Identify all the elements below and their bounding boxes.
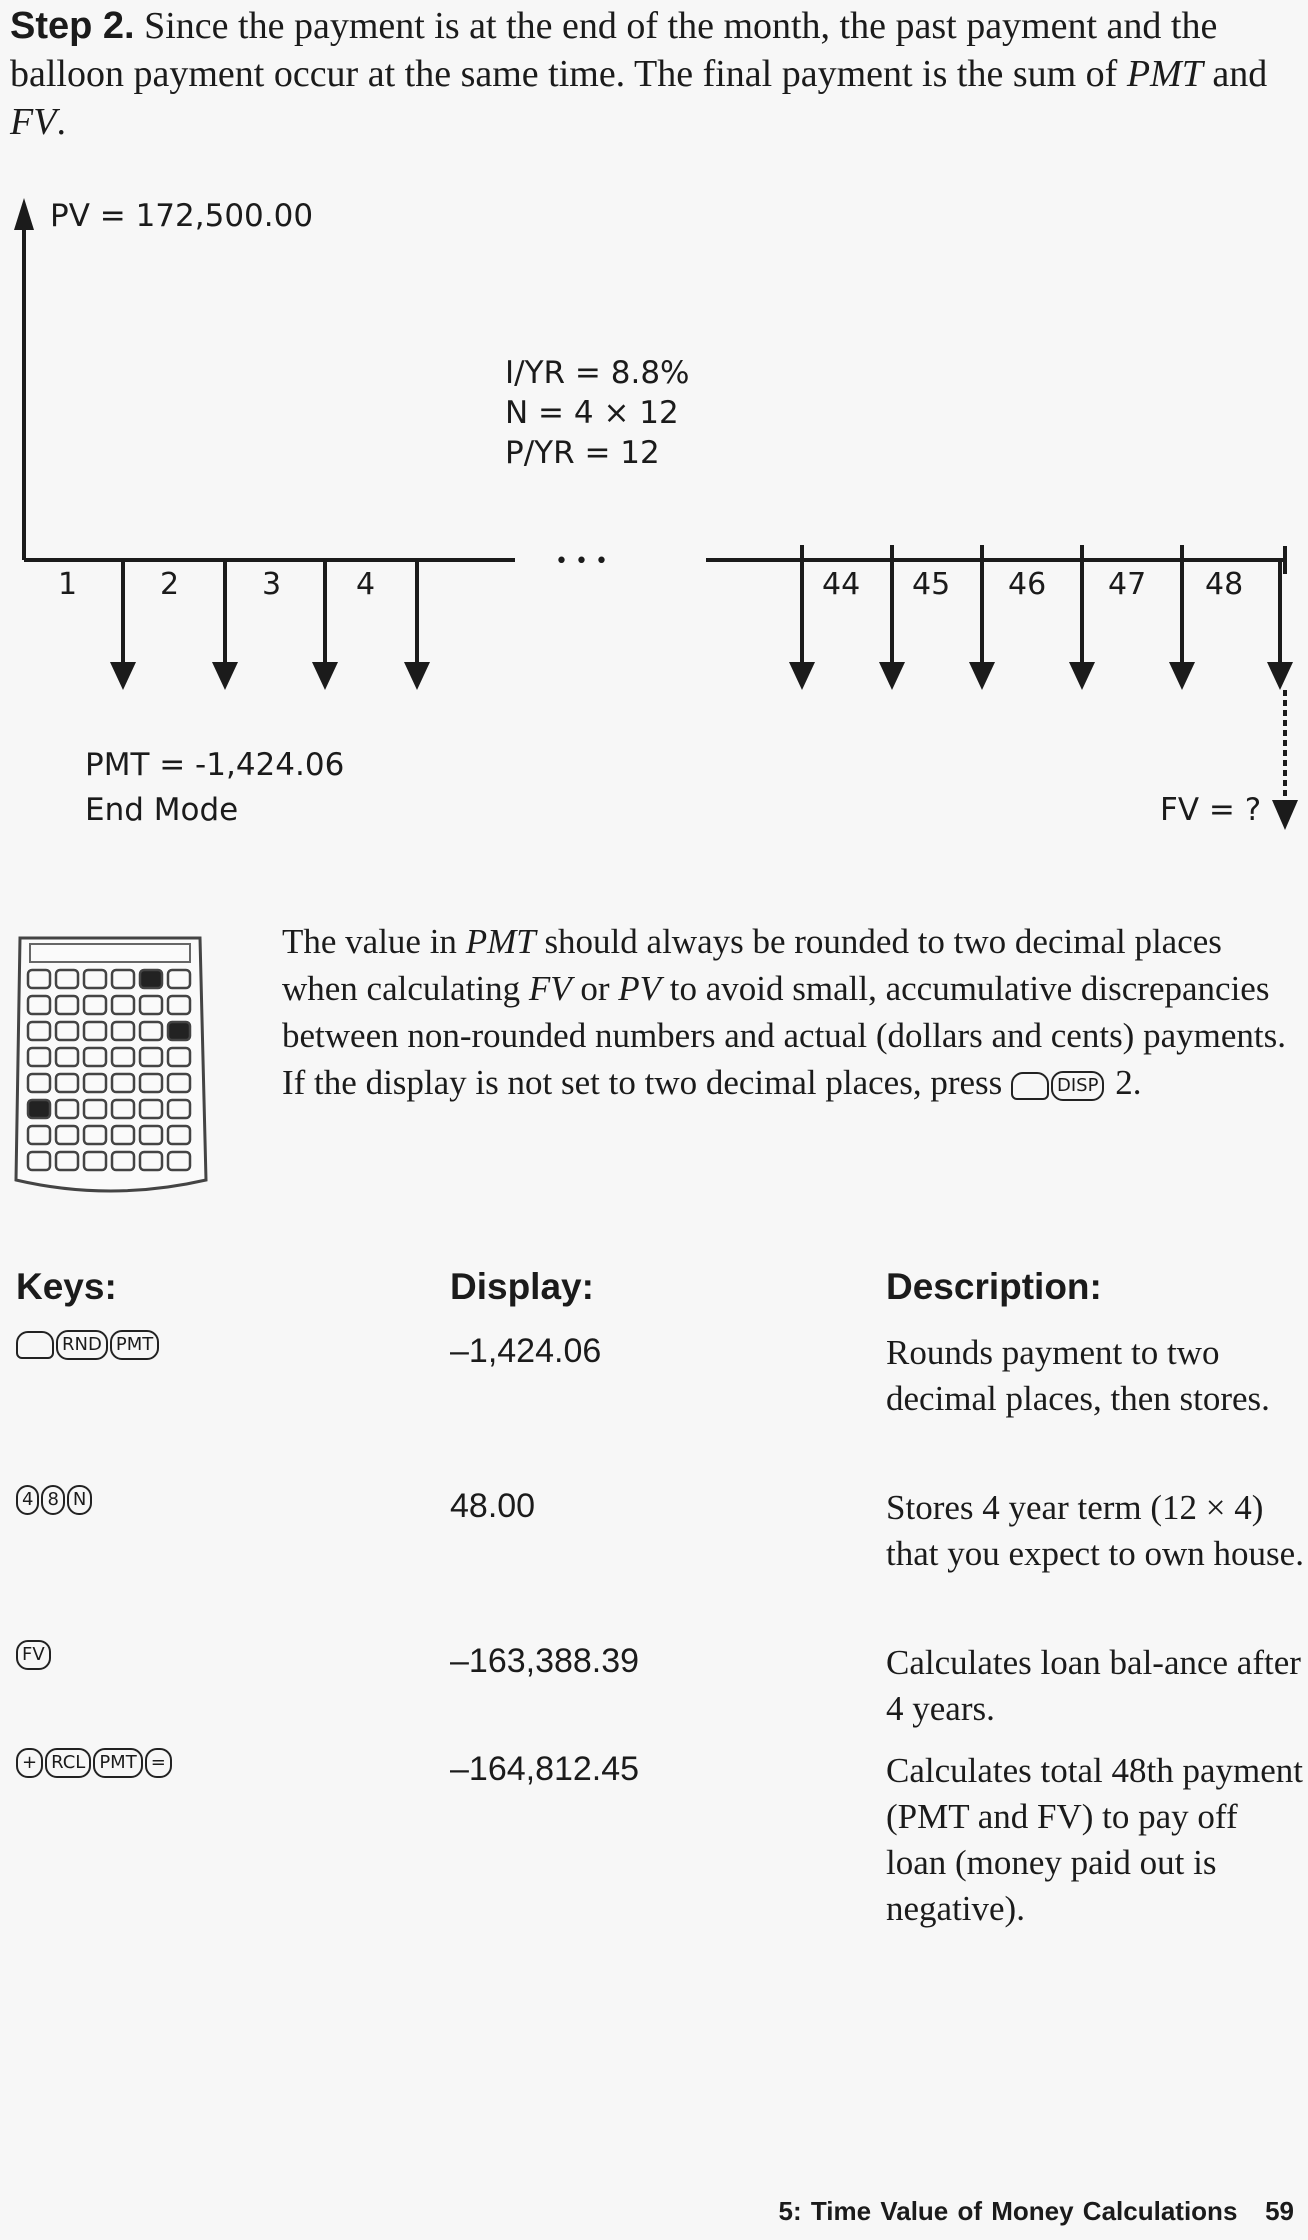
calculator-icon [10,930,210,1200]
chapter-title: 5: Time Value of Money Calculations [778,2196,1238,2226]
equals-key: = [145,1748,172,1778]
payment-arrowhead-4 [404,662,430,690]
rcl-key: RCL [45,1748,91,1778]
pmt-label: PMT = -1,424.06 [85,747,345,783]
rate-line-2: N = 4 × 12 [505,395,679,431]
fv-label: FV = ? [1160,792,1262,828]
fv-key: FV [16,1640,51,1670]
row-description: Stores 4 year term (12 × 4) that you expect to own house. [886,1488,1304,1573]
payment-arrowhead-45 [879,662,905,690]
payment-arrowhead-46 [969,662,995,690]
disp-key: DISP [1051,1071,1104,1101]
note-fv-term: FV [528,969,572,1008]
period-label-47: 47 [1108,567,1147,602]
rate-line-3: P/YR = 12 [505,435,660,471]
period-label-4: 4 [356,567,376,602]
period-label-3: 3 [262,567,282,602]
digit-8-key: 8 [41,1485,64,1515]
payment-arrowhead-3 [312,662,338,690]
period-label-1: 1 [58,567,78,602]
row-description: Calculates loan bal-ance after 4 years. [886,1643,1301,1728]
shift-key-icon [1011,1072,1049,1100]
period-label-45: 45 [912,567,951,602]
payment-arrowhead-48 [1169,662,1195,690]
pmt-key: PMT [110,1330,159,1360]
plus-key: + [16,1748,43,1778]
fv-term: FV [10,101,57,143]
row-description: Calculates total 48th payment (PMT and FV) to pay off loan (money paid out is negative). [886,1751,1303,1928]
cash-flow-diagram [0,190,1308,850]
rate-line-1: I/YR = 8.8% [505,355,690,391]
mode-label: End Mode [85,792,239,828]
pv-label: PV = 172,500.00 [50,198,314,234]
payment-arrowhead-47 [1069,662,1095,690]
keystroke-sequence [16,1748,174,1778]
step-text-3: . [56,101,66,143]
n-key: N [67,1485,92,1515]
pmt-key: PMT [93,1748,142,1778]
page-number: 59 [1265,2196,1294,2226]
keys-header: Keys: [16,1266,117,1307]
step-paragraph [10,2,1300,146]
keystroke-sequence [16,1485,94,1515]
note-pv-term: PV [618,969,662,1008]
description-header: Description: [886,1266,1102,1307]
display-value: 48.00 [450,1487,536,1525]
shift-key-icon [16,1331,54,1359]
display-value: –164,812.45 [450,1750,640,1788]
period-label-46: 46 [1008,567,1047,602]
display-header: Display: [450,1266,594,1307]
period-label-44: 44 [822,567,861,602]
payment-arrowhead-2 [212,662,238,690]
keystroke-sequence [16,1640,53,1670]
display-value: –1,424.06 [450,1332,602,1370]
note-text-2: should always be rounded to two decimal places when calculating [282,922,1222,1008]
display-value: –163,388.39 [450,1642,640,1680]
note-pmt-term: PMT [465,922,536,961]
final-payment-arrowhead [1267,662,1293,690]
timeline-ellipsis: • • • [555,549,608,574]
step-text-2: and [1202,53,1268,95]
pmt-term: PMT [1126,53,1203,95]
period-label-48: 48 [1205,567,1244,602]
row-description: Rounds payment to two decimal places, then stores. [886,1333,1270,1418]
step-text-1: Since the payment is at the end of the month, the past payment and the balloon payment occur at the same time. The final payment is the sum of [10,5,1218,95]
page-footer [779,2196,1294,2227]
payment-arrowhead-44 [789,662,815,690]
rounding-note [282,918,1302,1106]
step-label: Step 2. [10,5,135,47]
payment-arrowhead-1 [110,662,136,690]
period-label-2: 2 [160,567,180,602]
keystroke-sequence [16,1330,161,1360]
note-text-5: 2. [1106,1063,1142,1102]
note-text-3: or [571,969,619,1008]
note-text-4: to avoid small, accumulative discrepancies between non-rounded numbers and actual (dollars and cents) payments. If the display is not set to two decimal places, press [282,969,1286,1102]
rnd-key: RND [56,1330,108,1360]
digit-4-key: 4 [16,1485,39,1515]
fv-arrowhead [1272,800,1298,830]
pv-arrowhead [14,198,34,230]
note-text-1: The value in [282,922,466,961]
